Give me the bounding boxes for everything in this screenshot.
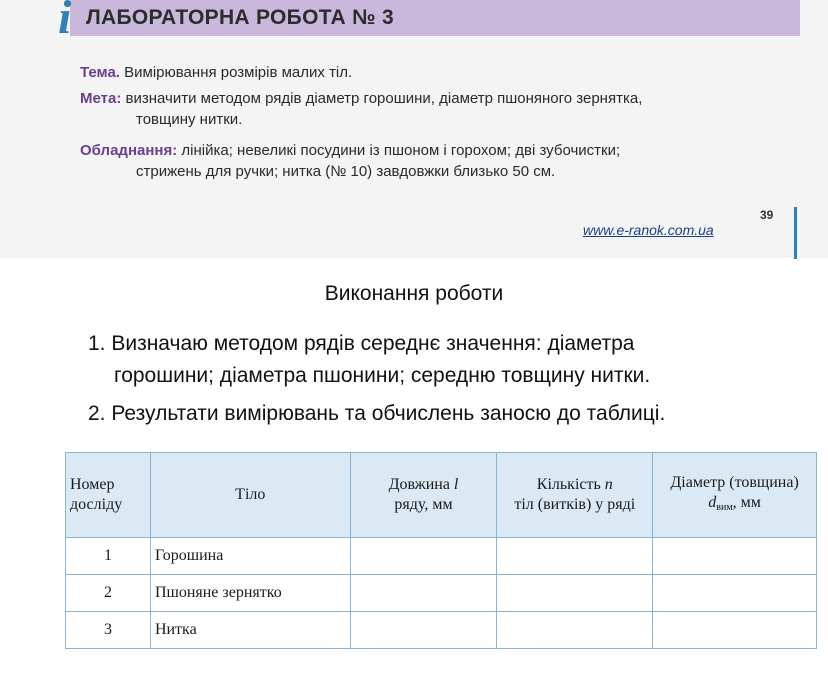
goal-text-line1: визначити методом рядів діаметр горошини, діаметр пшоняного зернятка,: [125, 90, 643, 107]
equipment-text-line2: стрижень для ручки; нитка (№ 10) завдовжки близько 50 см.: [136, 163, 556, 180]
row-number: 3: [66, 612, 151, 649]
table-header-row: [66, 453, 817, 538]
equipment-block: [80, 140, 620, 182]
results-table: [65, 452, 817, 649]
step-1-line1: 1. Визначаю методом рядів середнє значення: діаметра: [88, 332, 635, 355]
row-number: 2: [66, 575, 151, 612]
row-body: Горошина: [150, 538, 350, 575]
header-diameter: [653, 453, 817, 538]
topic-line: [80, 62, 352, 83]
table-row: [66, 575, 817, 612]
header-count-rest: тіл (витків) у ряді: [514, 496, 636, 513]
equipment-text-line1: лінійка; невеликі посудини із пшоном і горохом; дві зубочистки;: [181, 142, 621, 159]
topic-label: Тема.: [80, 64, 120, 81]
table-row: [66, 612, 817, 649]
header-experiment-number: Номер досліду: [66, 453, 151, 538]
header-length: [350, 453, 497, 538]
header-diameter-var: d: [708, 493, 717, 511]
row-diameter-cell[interactable]: [653, 538, 817, 575]
header-length-rest: ряду, мм: [394, 496, 453, 513]
page-number: 39: [760, 208, 774, 222]
site-link[interactable]: www.e-ranok.com.ua: [583, 222, 714, 238]
header-length-var: l: [453, 476, 459, 493]
goal-label: Мета:: [80, 90, 122, 107]
table-row: [66, 538, 817, 575]
row-count-cell[interactable]: [497, 612, 653, 649]
step-2: 2. Результати вимірювань та обчислень заносю до таблиці.: [88, 402, 666, 425]
equipment-label: Обладнання:: [80, 142, 178, 159]
topic-text: Вимірювання розмірів малих тіл.: [124, 64, 353, 81]
i-letter-icon: i: [58, 0, 72, 44]
header-count: [497, 453, 653, 538]
textbook-excerpt: [0, 0, 828, 258]
row-body: Пшоняне зернятко: [150, 575, 350, 612]
goal-block: [80, 88, 642, 130]
row-count-cell[interactable]: [497, 575, 653, 612]
header-count-main: Кількість: [536, 476, 601, 493]
page-edge-bar: [794, 207, 797, 259]
header-diameter-sub: вим: [716, 501, 733, 513]
row-diameter-cell[interactable]: [653, 575, 817, 612]
row-length-cell[interactable]: [350, 575, 497, 612]
goal-text-line2: товщину нитки.: [136, 111, 243, 128]
header-diameter-rest: , мм: [732, 493, 761, 511]
row-body: Нитка: [150, 612, 350, 649]
row-length-cell[interactable]: [350, 538, 497, 575]
step-1-line2: горошини; діаметра пшонини; середню товщину нитки.: [114, 364, 651, 387]
header-length-main: Довжина: [388, 476, 450, 493]
row-count-cell[interactable]: [497, 538, 653, 575]
work-heading: Виконання роботи: [324, 282, 504, 305]
row-length-cell[interactable]: [350, 612, 497, 649]
work-steps: [88, 328, 665, 430]
lab-title: ЛАБОРАТОРНА РОБОТА № 3: [86, 6, 394, 29]
header-diameter-main: Діаметр (товщина): [670, 473, 799, 491]
row-number: 1: [66, 538, 151, 575]
header-body: Тіло: [150, 453, 350, 538]
row-diameter-cell[interactable]: [653, 612, 817, 649]
header-count-var: n: [604, 476, 613, 493]
